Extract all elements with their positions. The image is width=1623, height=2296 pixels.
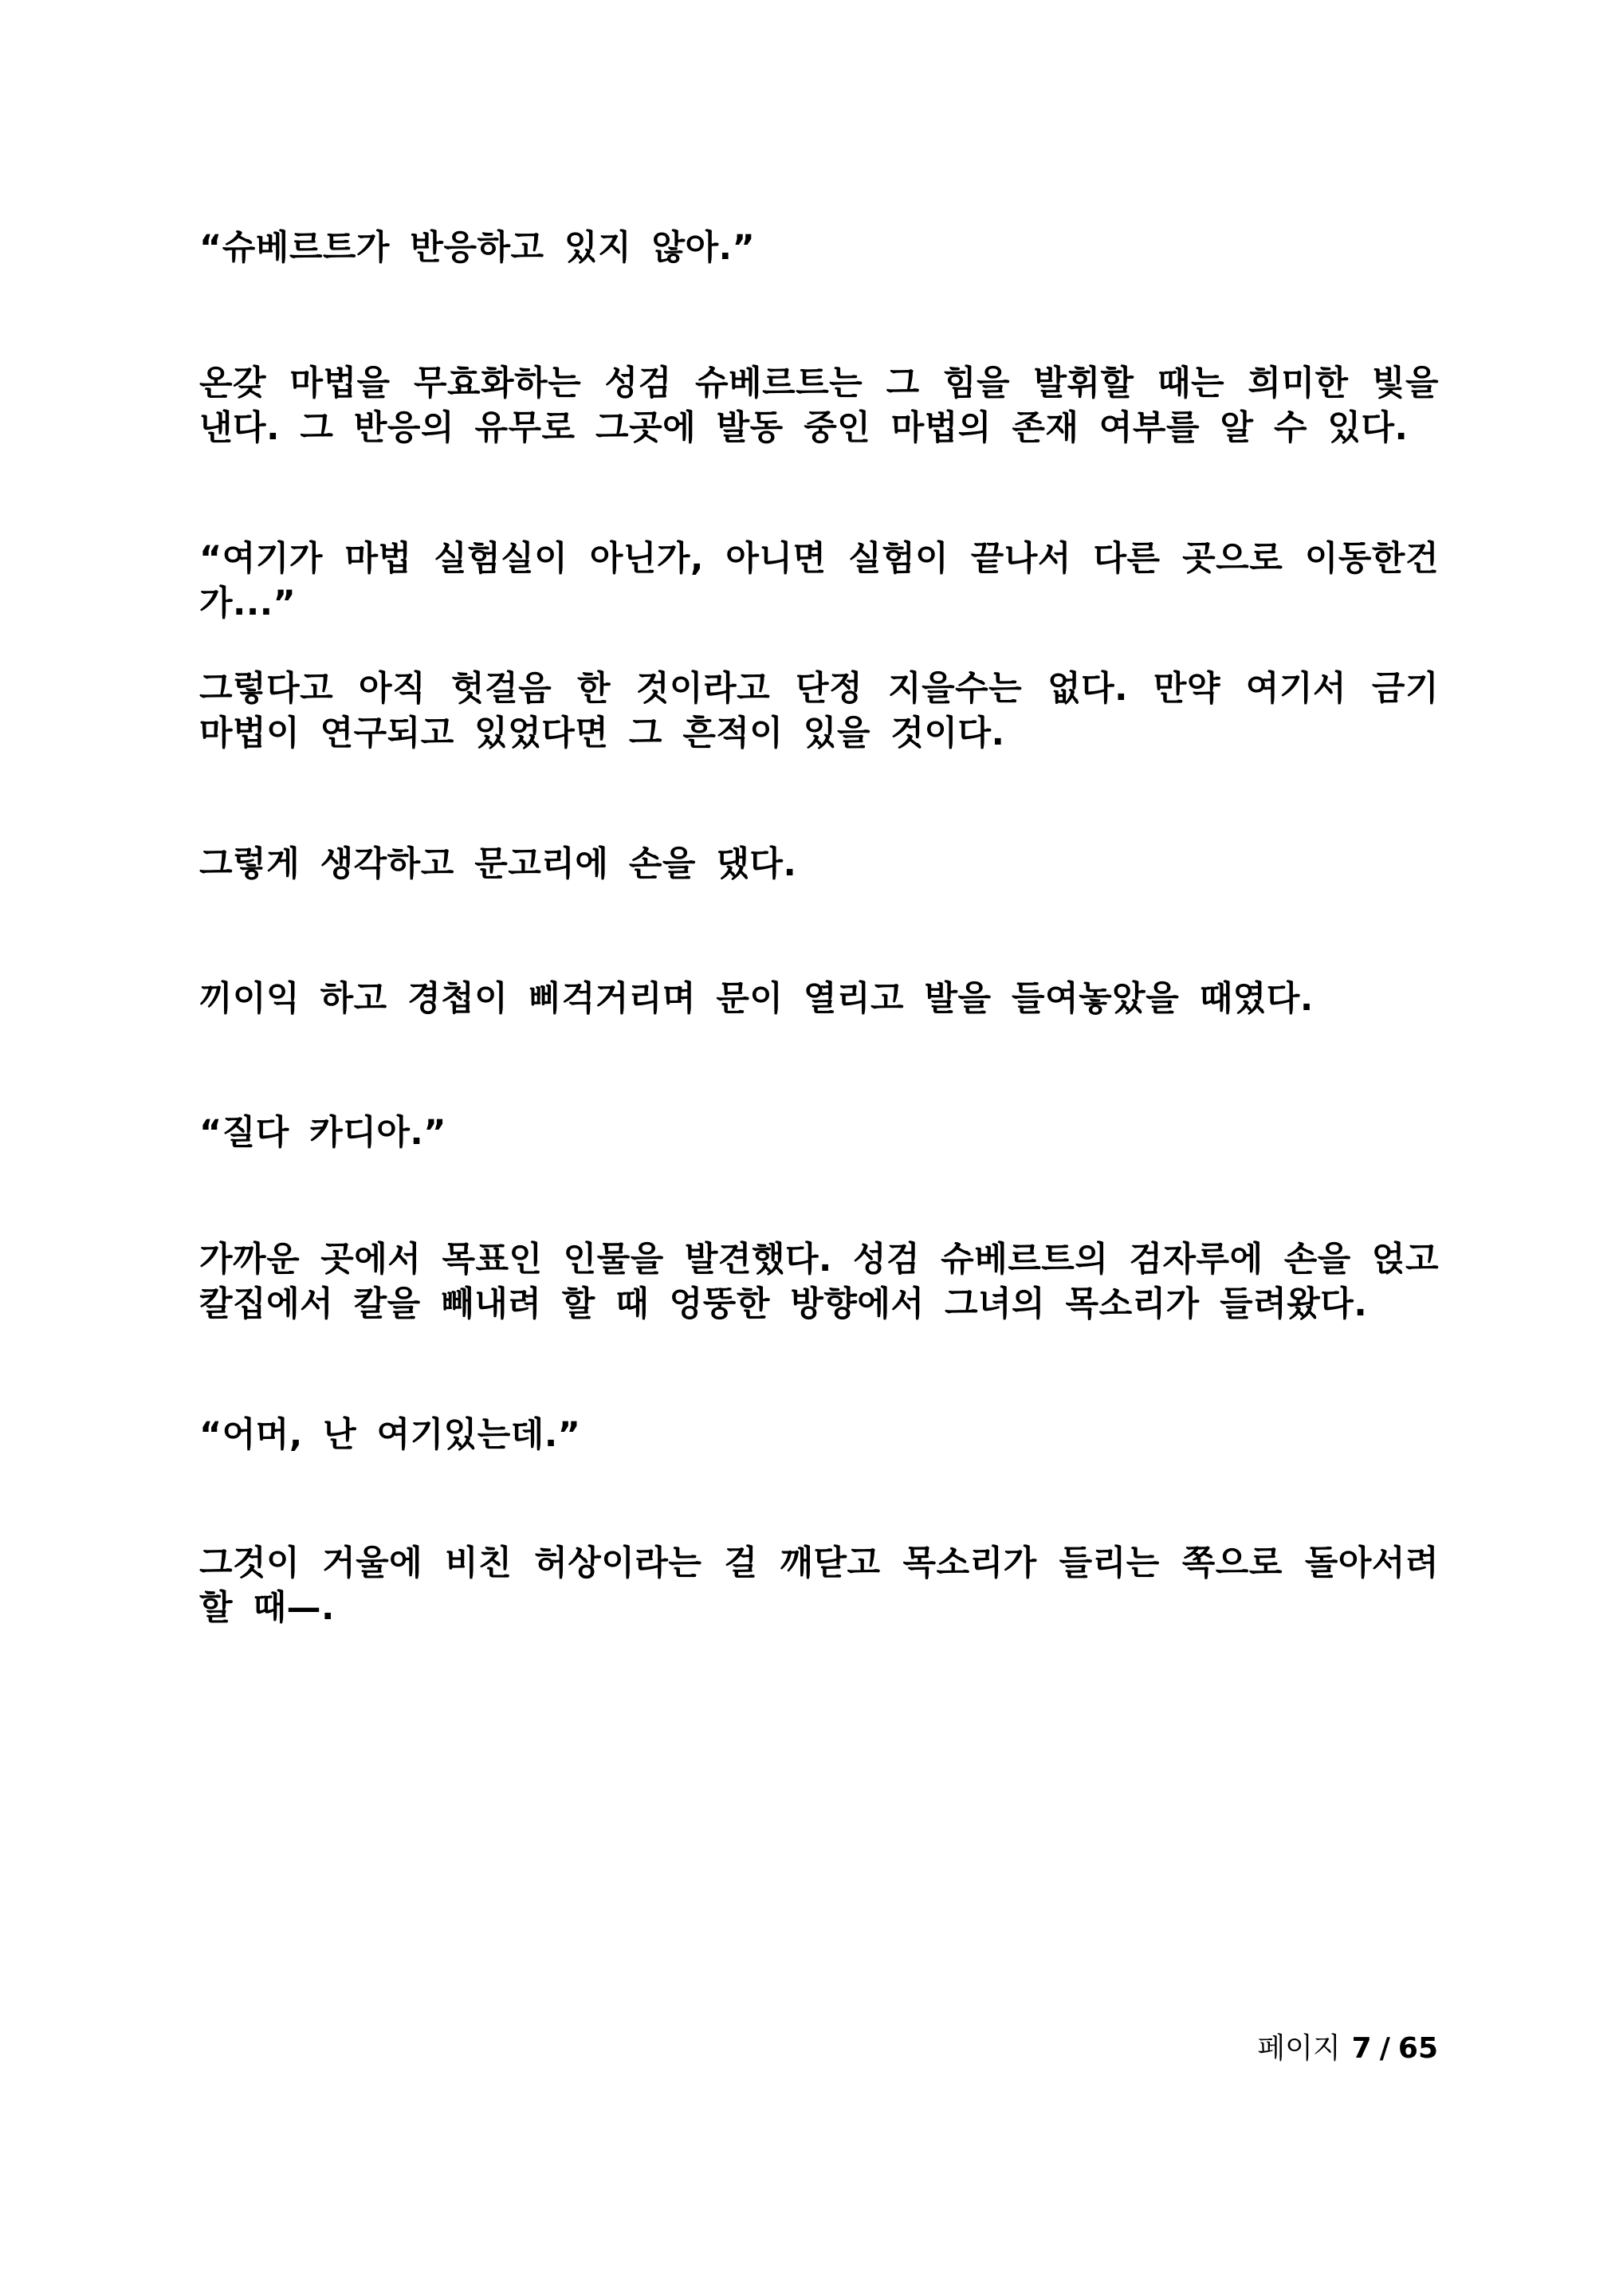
page-label: 페이지 <box>1257 2032 1341 2065</box>
paragraph-9: “어머, 난 여기있는데.” <box>199 1415 581 1455</box>
paragraph-3: “여기가 마법 실험실이 아닌가, 아니면 실험이 끝나서 다른 곳으로 이동한건가...” <box>199 539 1439 623</box>
paragraph-8: 가까운 곳에서 목표인 인물을 발견했다. 성검 슈베르트의 검자루에 손을 얹고 칼집에서 칼을 빼내려 할 때 엉뚱한 방향에서 그녀의 목소리가 들려왔다. <box>199 1240 1439 1324</box>
page-separator: / <box>1379 2032 1390 2065</box>
paragraph-2: 온갖 마법을 무효화하는 성검 슈베르트는 그 힘을 발휘할 때는 희미한 빛을 낸다. 그 반응의 유무로 그곳에 발동 중인 마법의 존재 여부를 알 수 있다. <box>199 364 1439 448</box>
paragraph-7: “질다 카디아.” <box>199 1113 447 1153</box>
page-number-footer <box>1257 2030 1438 2068</box>
paragraph-4: 그렇다고 아직 헛걸음 한 것이라고 단정 지을수는 없다. 만약 여기서 금기 마법이 연구되고 있었다면 그 흔적이 있을 것이다. <box>199 669 1439 753</box>
paragraph-6: 끼이익 하고 경첩이 삐걱거리며 문이 열리고 발을 들여놓았을 때였다. <box>199 979 1314 1019</box>
paragraph-5: 그렇게 생각하고 문고리에 손을 댔다. <box>199 844 797 884</box>
paragraph-1: “슈베르트가 반응하고 있지 않아.” <box>199 228 756 268</box>
current-page-number: 7 <box>1351 2032 1372 2065</box>
paragraph-10: 그것이 거울에 비친 허상이라는 걸 깨닫고 목소리가 들리는 쪽으로 돌아서려 할 때—. <box>199 1543 1439 1628</box>
total-pages-number: 65 <box>1397 2032 1438 2065</box>
